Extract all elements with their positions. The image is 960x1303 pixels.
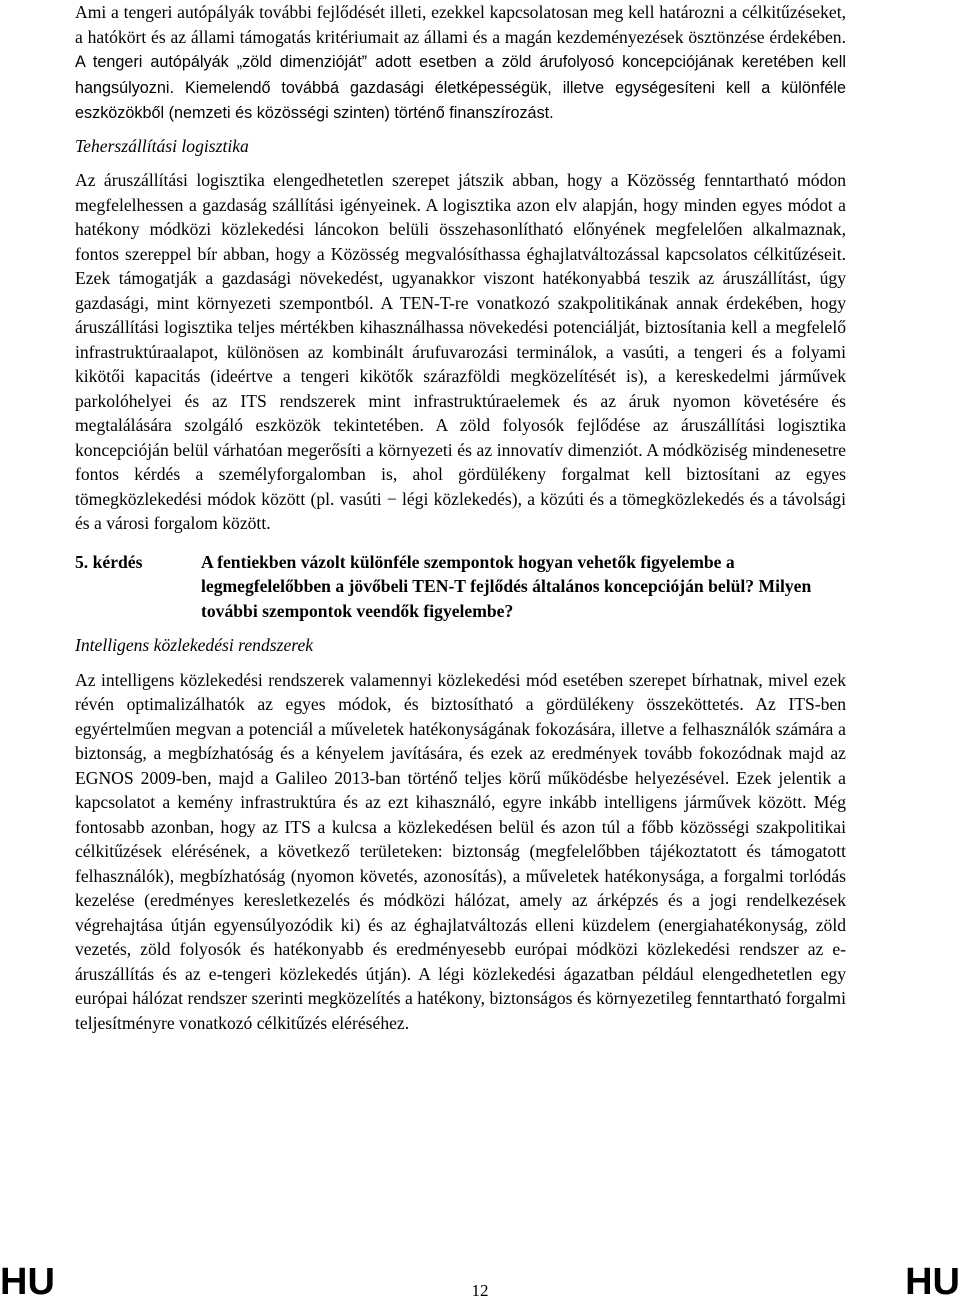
its-heading: Intelligens közlekedési rendszerek <box>75 635 314 655</box>
freight-logistics-paragraph: Az áruszállítási logisztika elengedhetetlen szerepet játszik abban, hogy a Közösség fenntartható módon megfelelhessen a gazdaság szállítási igényeinek. A logisztika azon elv alapján, hogy minden egyes módot a hatékony módközi közlekedési láncokon belüli összehasonlítható előnyének megfelelően alkalmaznak, fontos szereppel bír abban, hogy a Közösség megvalósíthassa éghajlatváltozással kapcsolatos célkitűzéseit. Ezek támogatják a gazdasági növekedést, ugyanakkor viszont hatékonyabbá teszik az áruszállítást, úgy gazdasági, mint környezeti szempontból. A TEN-T-re vonatkozó szakpolitikának annak érdekében, hogy áruszállítási logisztika teljes mértékben kihasználhassa növekedési potenciálját, biztosítania kell a megfelelő infrastruktúraalapot, különösen az kombinált árufuvarozási terminálok, a vasúti, a tengeri és a folyami kikötői kapacitás (ideértve a tengeri kikötők szárazföldi megközelítését is), a kereskedelmi járművek parkolóhelyei és az ITS rendszerek mint infrastruktúraelemek és az áruk nyomon követésére és megtalálására szolgáló eszközök tekintetében. A zöld folyosók fejlődése az áruszállítási logisztika koncepcióján belül várhatóan megerősíti a környezeti és az innovatív dimenziót. A módköziség mindenesetre fontos kérdés a személyforgalomban is, ahol gördülékeny forgalmat kell biztosítani az egyes tömegközlekedési módok között (pl. vasúti − légi közlekedés), a közúti és a tömegközlekedés és a távolsági és a városi forgalom között. <box>75 170 846 533</box>
footer-language-right: HU <box>905 1261 960 1303</box>
document-page <box>75 0 846 1035</box>
question-text: A fentiekben vázolt különféle szempontok hogyan vehetők figyelembe a legmegfelelőbben a jövőbeli TEN-T fejlődés általános koncepcióján belül? Milyen további szempontok veendők figyelembe? <box>201 551 812 621</box>
footer-language-left: HU <box>0 1261 55 1303</box>
question-number: 5. kérdés <box>75 551 143 572</box>
intro-text-part1: Ami a tengeri autópályák további fejlődését illeti, ezekkel kapcsolatosan meg kell határozni a célkitűzéseket, a hatókört és az állami támogatás kritériumait az állami és a magán kezdeményezések ösztönzése érdekében. <box>75 2 846 47</box>
intro-paragraph <box>75 0 846 126</box>
intro-text-part2: A tengeri autópályák „zöld dimenzióját” adott esetben a zöld árufolyosó koncepciójának keretében kell hangsúlyozni. Kiemelendő továbbá gazdasági életképességük, illetve egységesíteni kell a különféle eszközökből (nemzeti és közösségi szinten) történő finanszírozást. <box>75 53 846 122</box>
its-paragraph: Az intelligens közlekedési rendszerek valamennyi közlekedési mód esetében szerepet bírhatnak, mivel ezek révén optimalizálhatók az egyes módok, és biztosítható a gördülékeny összeköttetés. Az ITS-ben egyértelműen megvan a potenciál a műveletek hatékonyságának fokozására, illetve a felhasználók számára a biztonság, a megbízhatóság és a kényelem javítására, és ezek az eredmények tovább fokozódnak majd az EGNOS 2009-ben, majd a Galileo 2013-ban történő teljes körű működésbe helyezésével. Ezek jelentik a kapcsolatot a kemény infrastruktúra és az ezt kihasználó, egyre inkább intelligens járművek között. Még fontosabb azonban, hogy az ITS a kulcsa a közlekedésen belül és azon túl a főbb közösségi szakpolitikai célkitűzések elérésének, a következő területeken: biztonság (megfelelőbben tájékoztatott és támogatott felhasználók), megbízhatóság (nyomon követés, azonosítás), a műveletek hatékonysága, a forgalmi torlódás kezelése (eredményes keresletkezelés és módközi hálózat, amely az árképzés és a jogi rendelkezések végrehajtása útján egyensúlyozódik ki) és az éghajlatváltozás elleni küzdelem (energiahatékonyság, zöld vezetés, zöld folyosók és hatékonyabb és eredményesebb európai módközi közlekedési rendszer az e-áruszállítás és az e-tengeri közlekedés útján). A légi közlekedési ágazatban például elengedhetetlen egy európai hálózat rendszer szerinti megközelítés a hatékony, biztonságos és környezetileg fenntartható forgalmi teljesítményre vonatkozó célkitűzés eléréséhez. <box>75 669 846 1033</box>
question-block <box>75 550 846 624</box>
freight-logistics-heading: Teherszállítási logisztika <box>75 135 249 156</box>
page-number: 12 <box>471 1281 489 1300</box>
